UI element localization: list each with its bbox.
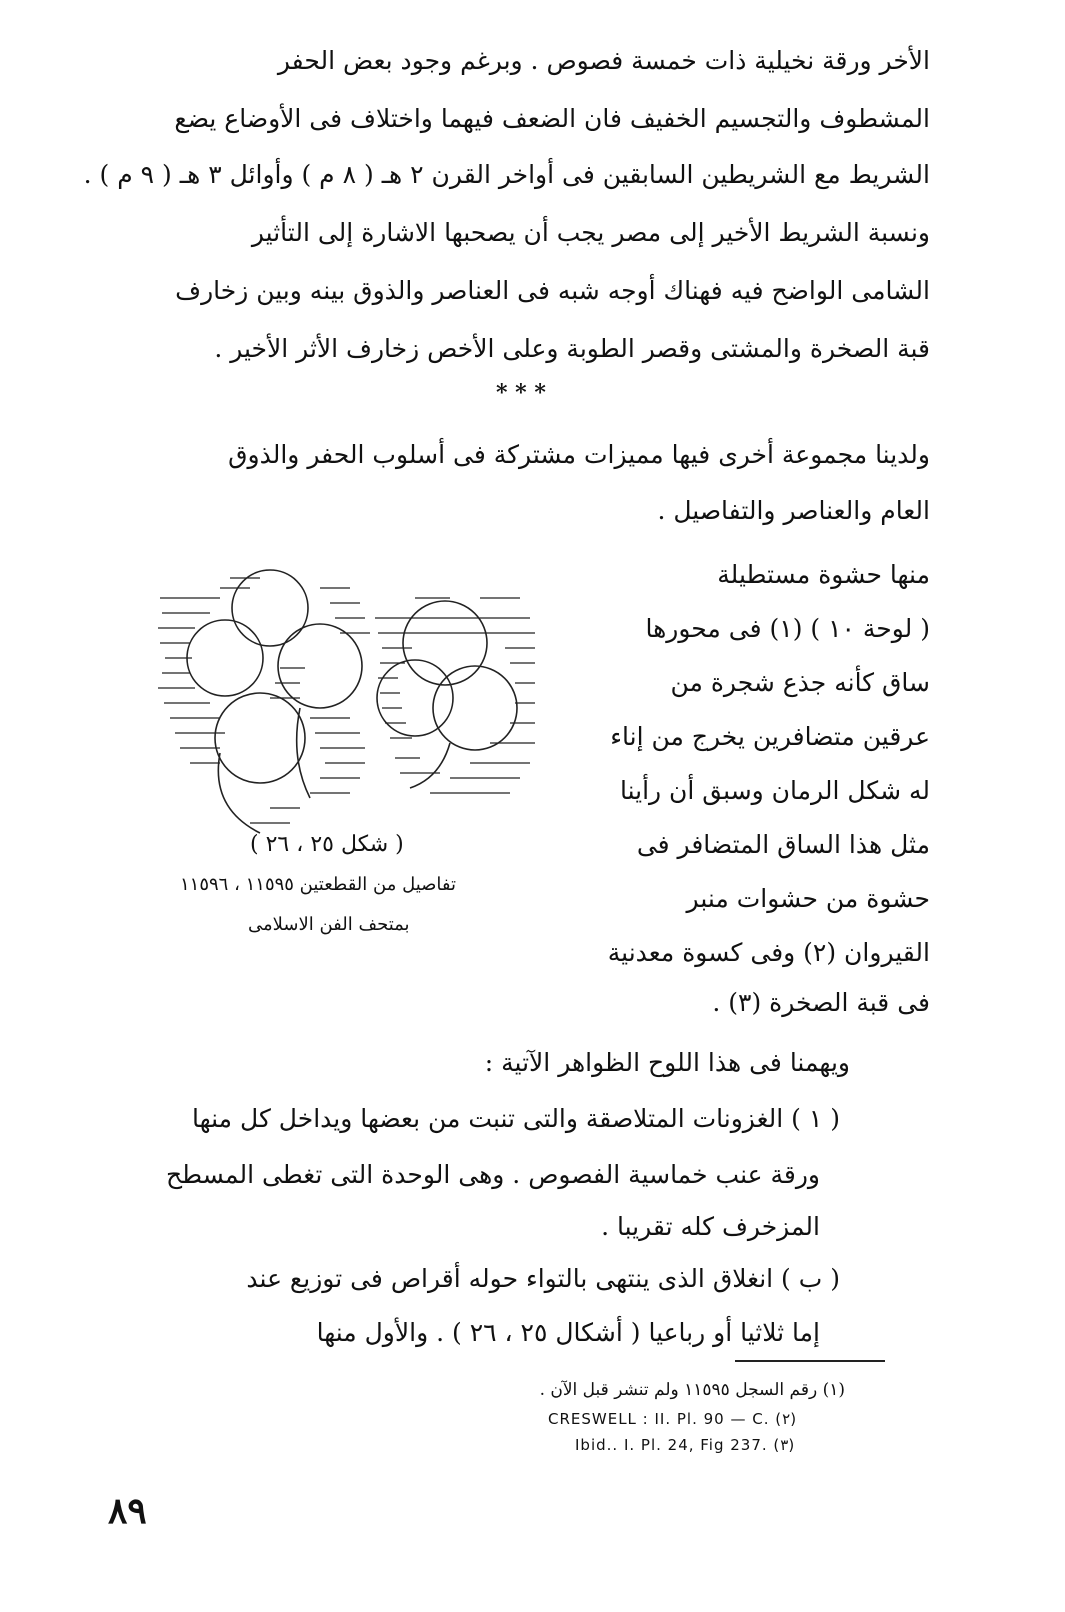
text-line: ( ١ ) الغزونات المتلاصقة والتى تنبت من بعضها ويداخل كل منها — [192, 1104, 840, 1133]
text-line: المشطوف والتجسيم الخفيف فان الضعف فيهما واختلاف فى الأوضاع يضع — [174, 104, 930, 133]
text-line: ولدينا مجموعة أخرى فيها مميزات مشتركة فى أسلوب الحفر والذوق — [228, 440, 930, 469]
page-number: ٨٩ — [108, 1490, 147, 1532]
text-line: عرقين متضافرين يخرج من إناء — [610, 722, 930, 751]
text-line: قبة الصخرة والمشتى وقصر الطوبة وعلى الأخص زخارف الأثر الأخير . — [214, 334, 930, 363]
text-line: العام والعناصر والتفاصيل . — [657, 496, 930, 525]
footnote-divider — [735, 1360, 885, 1362]
text-line: مثل هذا الساق المتضافر فى — [636, 830, 930, 859]
text-line: ( لوحة ١٠ ) (١) فى محورها — [645, 614, 930, 643]
figure-caption-desc: تفاصيل من القطعتين ١١٥٩٥ ، ١١٥٩٦ — [180, 874, 457, 895]
footnote-1: (١) رقم السجل ١١٥٩٥ ولم تنشر قبل الآن . — [539, 1380, 845, 1400]
text-line: ونسبة الشريط الأخير إلى مصر يجب أن يصحبها الاشارة إلى التأثير — [251, 218, 930, 247]
text-line: القيروان (٢) وفى كسوة معدنية — [607, 938, 930, 967]
paragraph-4-intro: ويهمنا فى هذا اللوح الظواهر الآتية : — [484, 1048, 850, 1077]
figure-caption-title: ( شكل ٢٥ ، ٢٦ ) — [250, 832, 404, 857]
text-line: المزخرف كله تقريبا . — [601, 1212, 820, 1241]
text-line: ( ب ) انغلاق الذى ينتهى بالتواء حوله أقراص فى توزيع عند — [246, 1264, 840, 1293]
ornament-sketch — [150, 558, 540, 858]
section-ornament: * * * — [496, 380, 546, 406]
text-line: الأخر ورقة نخيلية ذات خمسة فصوص . وبرغم وجود بعض الحفر — [277, 46, 930, 75]
text-line: حشوة من حشوات منبر — [686, 884, 930, 913]
text-line: الشريط مع الشريطين السابقين فى أواخر القرن ٢ هـ ( ٨ م ) وأوائل ٣ هـ ( ٩ م ) . — [83, 160, 930, 189]
text-line: إما ثلاثيا أو رباعيا ( أشكال ٢٥ ، ٢٦ ) . والأول منها — [316, 1318, 820, 1347]
text-line: ساق كأنه جذع شجرة من — [670, 668, 930, 697]
text-line: الشامى الواضح فيه فهناك أوجه شبه فى العناصر والذوق بينه وبين زخارف — [175, 276, 930, 305]
text-line: فى قبة الصخرة (٣) . — [712, 988, 930, 1017]
text-line: ورقة عنب خماسية الفصوص . وهى الوحدة التى تغطى المسطح — [166, 1160, 820, 1189]
figure-drawing — [150, 558, 540, 858]
figure-caption-museum: بمتحف الفن الاسلامى — [248, 914, 410, 935]
footnote-3: Ibid.. I. Pl. 24, Fig 237. (٣) — [575, 1436, 796, 1454]
text-line: منها حشوة مستطيلة — [717, 560, 930, 589]
text-line: له شكل الرمان وسبق أن رأينا — [619, 776, 930, 805]
footnote-2: CRESWELL : II. Pl. 90 — C. (٢) — [548, 1410, 798, 1428]
